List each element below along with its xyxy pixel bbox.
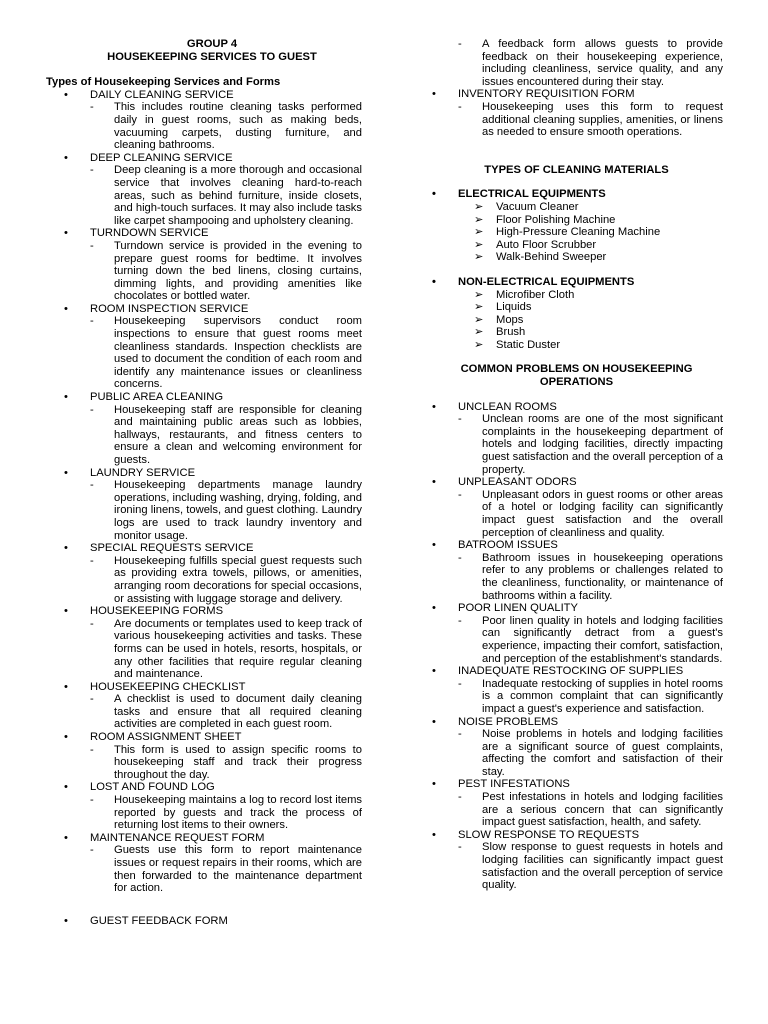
arrow-icon: ➢ <box>474 301 484 314</box>
dash-icon: - <box>90 554 94 567</box>
dash-icon: - <box>90 403 94 416</box>
non-electrical-equipment-list <box>430 289 723 352</box>
list-item <box>62 605 362 681</box>
item-label: BATROOM ISSUES <box>458 539 558 552</box>
list-item <box>62 227 362 303</box>
item-description: - Deep cleaning is a more thorough and occasional service that involves cleaning hard-to-reach areas, such as behind furniture, inside closets, and high-touch surfaces. It may also include tasks like carpet shampooing and upholstery cleaning. <box>90 164 362 227</box>
item-label: ELECTRICAL EQUIPMENTS <box>458 188 606 201</box>
bullet-icon: • <box>432 400 436 413</box>
list-item <box>430 539 723 602</box>
item-description: - Unpleasant odors in guest rooms or other areas of a hotel or lodging facility can significantly impact guest satisfaction and the overall perception of cleanliness and quality. <box>458 488 723 539</box>
item-description: - Turndown service is provided in the evening to prepare guest rooms for bedtime. It involves turning down the bed linens, closing curtains, dimming lights, and providing amenities like chocolates or bottled water. <box>90 239 362 303</box>
list-item <box>62 915 362 928</box>
bullet-icon: • <box>432 715 436 728</box>
equipment-item: ➢ High-Pressure Cleaning Machine <box>474 226 661 239</box>
dash-icon: - <box>458 677 462 690</box>
bullet-icon: • <box>432 828 436 841</box>
list-item <box>62 681 362 731</box>
list-item <box>430 778 723 828</box>
list-item <box>62 152 362 228</box>
bullet-icon: • <box>64 781 68 794</box>
arrow-icon: ➢ <box>474 326 484 339</box>
services-list <box>62 89 362 895</box>
arrow-icon: ➢ <box>474 238 484 251</box>
arrow-icon: ➢ <box>474 226 484 239</box>
equipment-item: ➢ Vacuum Cleaner <box>474 200 579 213</box>
item-description: - Housekeeping uses this form to request additional cleaning supplies, amenities, or linens as needed to ensure smooth operations. <box>458 100 723 139</box>
list-item <box>62 467 362 543</box>
bullet-icon: • <box>432 665 436 678</box>
dash-icon: - <box>90 794 94 807</box>
list-item <box>430 665 723 715</box>
item-description: - Are documents or templates used to keep track of various housekeeping activities and tasks. These forms can be used in hotels, resorts, hospitals, or any other facilities that require regular cleaning and maintenance. <box>90 617 362 681</box>
bullet-icon: • <box>64 542 68 555</box>
bullet-icon: • <box>432 778 436 791</box>
dash-icon: - <box>458 841 462 854</box>
arrow-icon: ➢ <box>474 251 484 264</box>
arrow-icon: ➢ <box>474 200 484 213</box>
list-item <box>430 716 723 779</box>
bullet-icon: • <box>64 391 68 404</box>
item-description: - Housekeeping departments manage laundry operations, including washing, drying, folding, and ironing linens, towels, and guest clothing. Laundry logs are used to track laundry inventory and monitor usage. <box>90 479 362 542</box>
problems-heading: COMMON PROBLEMS ON HOUSEKEEPING OPERATIONS <box>460 363 693 389</box>
group-label: GROUP 4 <box>186 38 238 50</box>
item-description: - This form is used to assign specific rooms to housekeeping staff and track their progress throughout the day. <box>90 743 362 781</box>
list-item <box>430 401 723 477</box>
bullet-icon: • <box>64 302 68 315</box>
arrow-icon: ➢ <box>474 288 484 301</box>
item-label: SPECIAL REQUESTS SERVICE <box>90 542 254 555</box>
bullet-icon: • <box>432 539 436 552</box>
item-label: ROOM INSPECTION SERVICE <box>90 302 249 315</box>
materials-heading: TYPES OF CLEANING MATERIALS <box>484 163 669 176</box>
dash-icon: - <box>458 728 462 741</box>
item-description: - A checklist is used to document daily cleaning tasks and ensure that all required cleaning activities are completed in each guest room. <box>90 693 362 731</box>
list-item <box>430 88 723 138</box>
dash-icon: - <box>90 844 94 857</box>
bullet-icon: • <box>64 914 68 927</box>
item-description: - Housekeeping supervisors conduct room inspections to ensure that guest rooms meet cleanliness standards. Inspection checklists are used to document the condition of each room and identify any maintenance issues or cleanliness concerns. <box>90 315 362 391</box>
equipment-item: ➢ Auto Floor Scrubber <box>474 238 597 251</box>
bullet-icon: • <box>432 188 436 201</box>
electrical-list <box>430 188 723 201</box>
arrow-icon: ➢ <box>474 213 484 226</box>
item-label: POOR LINEN QUALITY <box>458 602 578 615</box>
left-column <box>46 38 362 927</box>
bullet-icon: • <box>432 476 436 489</box>
item-description: - Inadequate restocking of supplies in hotel rooms is a common complaint that can significantly impact a guest's experience and satisfaction. <box>458 677 723 715</box>
equipment-item: ➢ Static Duster <box>474 338 561 351</box>
list-item <box>62 832 362 895</box>
item-label: UNPLEASANT ODORS <box>458 476 577 489</box>
bullet-icon: • <box>64 680 68 693</box>
item-label: ROOM ASSIGNMENT SHEET <box>90 731 242 744</box>
list-item <box>62 542 362 605</box>
dash-icon: - <box>458 38 462 50</box>
dash-icon: - <box>458 551 462 564</box>
list-item <box>62 303 362 391</box>
item-description: - This includes routine cleaning tasks performed daily in guest rooms, such as making beds, vacuuming carpets, dusting furniture, and cleaning bathrooms. <box>90 101 362 152</box>
feedback-description: - A feedback form allows guests to provide feedback on their housekeeping experience, including cleanliness, service quality, and any issues encountered during their stay. <box>458 38 723 88</box>
item-label: UNCLEAN ROOMS <box>458 400 557 413</box>
item-description: - Pest infestations in hotels and lodging facilities are a serious concern that can significantly impact guest satisfaction, health, and safety. <box>458 791 723 829</box>
list-item <box>62 781 362 831</box>
item-description: - Housekeeping fulfills special guest requests such as providing extra towels, pillows, or amenities, arranging room decorations for special occasions, or assisting with luggage storage and delivery. <box>90 554 362 605</box>
item-label: GUEST FEEDBACK FORM <box>90 914 228 927</box>
list-item <box>430 276 723 289</box>
non-electrical-list <box>430 276 723 289</box>
item-label: NON-ELECTRICAL EQUIPMENTS <box>458 275 635 288</box>
dash-icon: - <box>90 479 94 492</box>
item-label: HOUSEKEEPING CHECKLIST <box>90 680 246 693</box>
item-label: LOST AND FOUND LOG <box>90 781 215 794</box>
bullet-icon: • <box>432 88 436 101</box>
item-description: - Poor linen quality in hotels and lodging facilities can significantly detract from a guest's experience, impacting their comfort, satisfaction, and perception of the establishment's standards. <box>458 614 723 665</box>
dash-icon: - <box>90 101 94 114</box>
bullet-icon: • <box>64 88 68 101</box>
list-item <box>430 829 723 892</box>
item-description: - Guests use this form to report maintenance issues or request repairs in their rooms, which are then forwarded to the maintenance department for action. <box>90 844 362 895</box>
item-label: INVENTORY REQUISITION FORM <box>458 88 635 101</box>
dash-icon: - <box>458 413 462 426</box>
item-description: - Housekeeping staff are responsible for cleaning and maintaining public areas such as lobbies, hallways, restaurants, and fitness centers to ensure a clean and welcoming environment for guests. <box>90 403 362 466</box>
item-label: NOISE PROBLEMS <box>458 715 559 728</box>
dash-icon: - <box>90 164 94 177</box>
dash-icon: - <box>90 239 94 252</box>
item-label: MAINTENANCE REQUEST FORM <box>90 831 265 844</box>
list-item <box>62 89 362 152</box>
item-description: - Housekeeping maintains a log to record lost items reported by guests and track the process of returning lost items to their owners. <box>90 794 362 832</box>
list-item <box>430 602 723 665</box>
item-label: DEEP CLEANING SERVICE <box>90 151 233 164</box>
section-heading: Types of Housekeeping Services and Forms <box>46 76 281 89</box>
list-item <box>430 188 723 201</box>
item-description: - Bathroom issues in housekeeping operations refer to any problems or challenges related to the cleanliness, functionality, or maintenance of bathrooms within a facility. <box>458 551 723 602</box>
equipment-item: ➢ Mops <box>474 313 524 326</box>
guest-feedback-list <box>62 915 362 928</box>
electrical-equipment-list <box>430 201 723 264</box>
equipment-item: ➢ Walk-Behind Sweeper <box>474 251 607 264</box>
list-item <box>430 476 723 539</box>
item-description: - Slow response to guest requests in hotels and lodging facilities can significantly impact guest satisfaction and the overall perception of service quality. <box>458 841 723 892</box>
bullet-icon: • <box>64 731 68 744</box>
equipment-item: ➢ Liquids <box>474 301 532 314</box>
item-description: - Noise problems in hotels and lodging facilities are a significant source of guest complaints, affecting the comfort and satisfaction of their stay. <box>458 728 723 778</box>
item-label: LAUNDRY SERVICE <box>90 466 196 479</box>
dash-icon: - <box>90 693 94 706</box>
dash-icon: - <box>458 614 462 627</box>
bullet-icon: • <box>64 227 68 240</box>
equipment-item: ➢ Microfiber Cloth <box>474 288 575 301</box>
bullet-icon: • <box>64 831 68 844</box>
dash-icon: - <box>90 315 94 328</box>
equipment-item: ➢ Floor Polishing Machine <box>474 213 616 226</box>
dash-icon: - <box>458 488 462 501</box>
arrow-icon: ➢ <box>474 313 484 326</box>
item-description: - Unclean rooms are one of the most significant complaints in the housekeeping department of hotels and lodging facilities, directly impacting guest satisfaction and the overall perception of a property. <box>458 413 723 476</box>
document-title: HOUSEKEEPING SERVICES TO GUEST <box>107 50 317 63</box>
item-label: TURNDOWN SERVICE <box>90 227 209 240</box>
problems-list <box>430 401 723 892</box>
dash-icon: - <box>458 100 462 113</box>
inventory-list <box>430 88 723 138</box>
dash-icon: - <box>90 617 94 630</box>
dash-icon: - <box>458 791 462 804</box>
bullet-icon: • <box>432 275 436 288</box>
list-item <box>62 391 362 467</box>
item-label: PEST INFESTATIONS <box>458 778 570 791</box>
bullet-icon: • <box>64 466 68 479</box>
bullet-icon: • <box>432 602 436 615</box>
item-label: INADEQUATE RESTOCKING OF SUPPLIES <box>458 665 684 678</box>
right-column <box>430 38 723 892</box>
list-item <box>62 731 362 781</box>
item-label: PUBLIC AREA CLEANING <box>90 391 224 404</box>
equipment-item: ➢ Brush <box>474 326 526 339</box>
item-label: SLOW RESPONSE TO REQUESTS <box>458 828 640 841</box>
arrow-icon: ➢ <box>474 338 484 351</box>
bullet-icon: • <box>64 151 68 164</box>
dash-icon: - <box>90 743 94 756</box>
item-label: HOUSEKEEPING FORMS <box>90 605 224 618</box>
item-label: DAILY CLEANING SERVICE <box>90 88 234 101</box>
bullet-icon: • <box>64 605 68 618</box>
